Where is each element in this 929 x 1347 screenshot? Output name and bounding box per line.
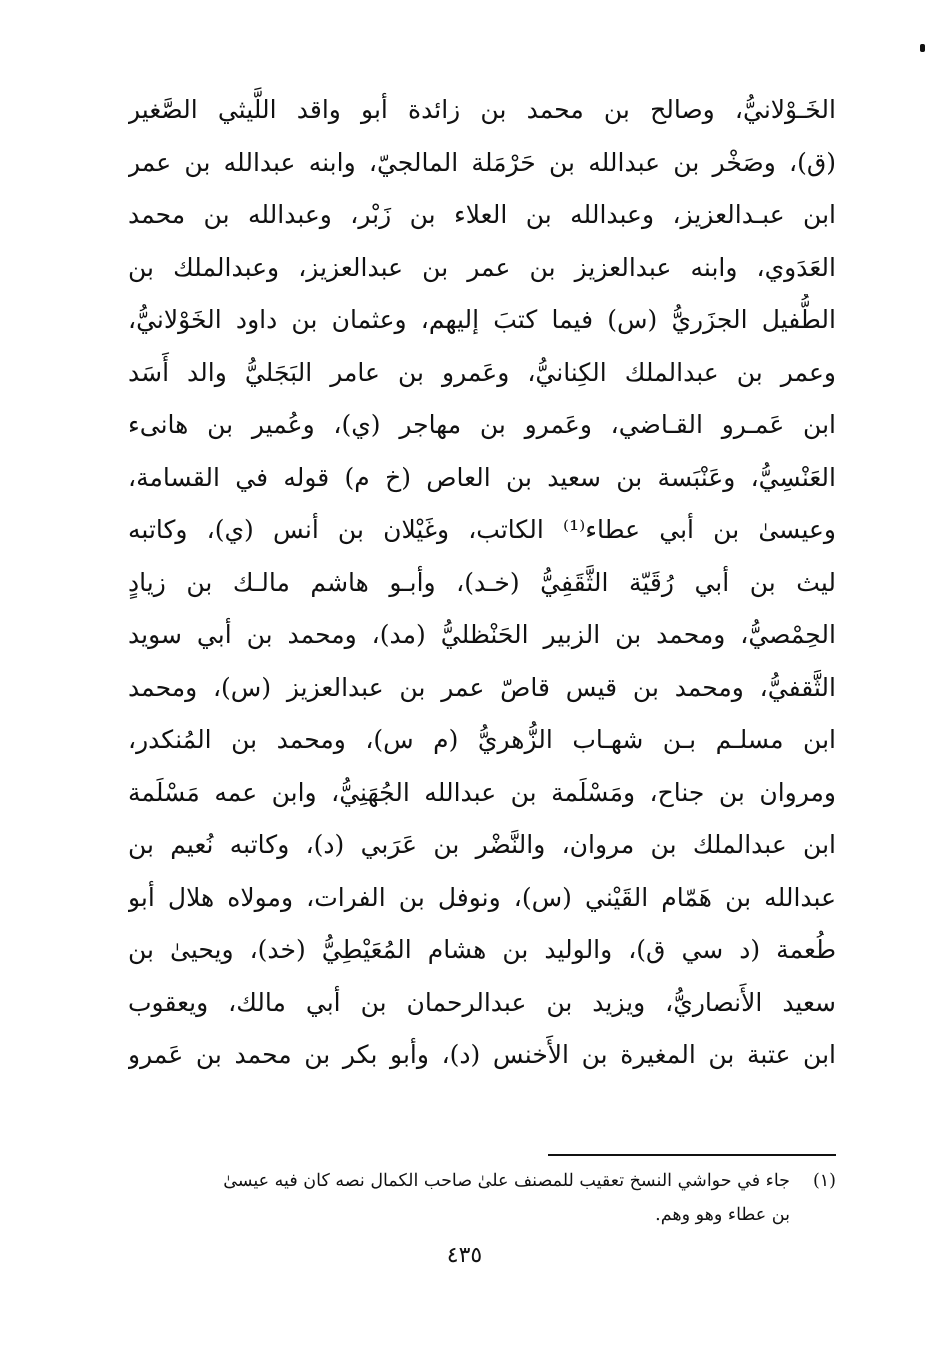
body-line: الخَـوْلانيُّ، وصالح بن محمد بن زائدة أبو واقد اللَّيثي الصَّغير xyxy=(128,95,836,124)
body-line: ابن مسلـم بـن شهـاب الزُّهريُّ (م س)، ومحمد بن المُنكدر، xyxy=(128,725,836,754)
body-line: ليث بن أبي رُقَيّة الثَّقَفِيُّ (خـد)، وأبـو هاشم مالـك بن زيادٍ xyxy=(128,567,836,597)
body-line: ومروان بن جناح، ومَسْلَمة بن عبدالله الجُهَنِيُّ، وابن عمه مَسْلَمة xyxy=(128,777,836,807)
body-line: عبدالله بن هَمّام القَيْني (س)، ونوفل بن الفرات، ومولاه هلال أبو xyxy=(128,882,836,912)
footnote-marker: (١) xyxy=(812,1171,836,1191)
body-line: (ق)، وصَخْر بن عبدالله بن حَرْمَلة المالجيّ، وابنه عبدالله بن عمر xyxy=(128,147,836,177)
body-line: وعيسىٰ بن أبي عطاء⁽¹⁾ الكاتب، وغَيْلان بن أنس (ي)، وكاتبه xyxy=(128,515,836,544)
body-line: ابن عبدالملك بن مروان، والنَّضْر بن عَرَبي (د)، وكاتبه نُعيم بن xyxy=(128,830,836,859)
body-line: سعيد الأَنصاريُّ، ويزيد بن عبدالرحمان بن أبي مالك، ويعقوب xyxy=(128,987,836,1017)
page-number: ٤٣٥ xyxy=(446,1243,483,1268)
body-line: الحِمْصيُّ، ومحمد بن الزبير الحَنْظليُّ (مد)، ومحمد بن أبي سويد xyxy=(128,620,836,649)
body-line: طُعمة (د سي ق)، والوليد بن هشام المُعَيْطِيُّ (خد)، ويحيىٰ بن xyxy=(128,935,836,964)
footnote-first-line xyxy=(128,1164,836,1198)
body-line: الثَّقفيُّ، ومحمد بن قيس قاصّ عمر بن عبدالعزيز (س)، ومحمد xyxy=(128,672,836,702)
footnote-text: جاء في حواشي النسخ تعقيب للمصنف علىٰ صاحب الكمال نصه كان فيه عيسىٰ xyxy=(223,1171,790,1191)
body-line: العَنْسِيُّ، وعَنْبَسة بن سعيد بن العاص (خ م) قوله في القسامة، xyxy=(128,462,836,492)
body-line: ابن عتبة بن المغيرة بن الأَخنس (د)، وأبو بكر بن محمد بن عَمرو xyxy=(128,1040,836,1069)
footnote-continuation: بن عطاء وهو وهم. xyxy=(655,1205,790,1225)
footnote xyxy=(128,1164,836,1232)
scan-mark xyxy=(920,44,925,52)
body-line: وعمر بن عبدالملك الكِنانيُّ، وعَمرو بن عامر البَجَليُّ والد أَسَد xyxy=(128,357,836,387)
body-line: الطُّفيل الجزَريُّ (س) فيما كتبَ إليهم، وعثمان بن داود الخَوْلانيُّ، xyxy=(128,305,836,334)
footnote-separator xyxy=(548,1154,836,1156)
body-line: العَدَوي، وابنه عبدالعزيز بن عمر بن عبدالعزيز، وعبدالملك بن xyxy=(128,252,836,282)
body-line: ابن عَمـرو القـاضي، وعَمرو بن مهاجر (ي)، وعُمير بن هانىء xyxy=(128,410,836,439)
body-line: ابن عبـدالعزيز، وعبدالله بن العلاء بن زَبْر، وعبدالله بن محمد xyxy=(128,200,836,229)
body-text xyxy=(128,84,836,1082)
